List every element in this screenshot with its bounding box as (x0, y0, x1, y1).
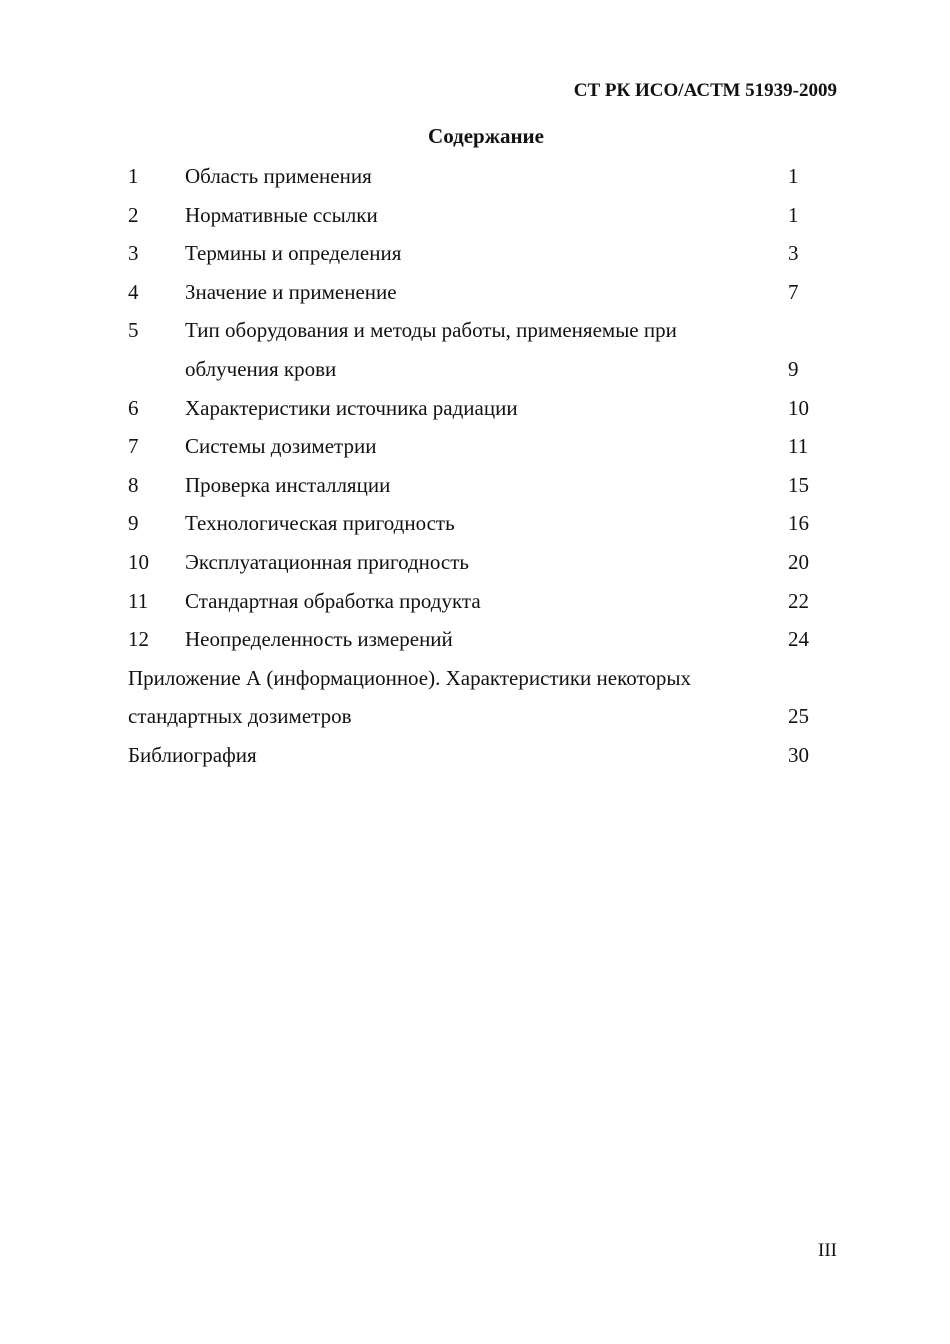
toc-entry-page: 7 (788, 279, 799, 304)
toc-entry (128, 311, 840, 350)
toc-entry (128, 466, 840, 505)
toc-entry-number: 3 (128, 241, 139, 266)
toc-entry-number: 11 (128, 588, 149, 613)
toc-entry (128, 196, 840, 235)
toc-entry-number: 5 (128, 318, 139, 343)
toc-entry-number: 10 (128, 549, 149, 574)
toc-entry-title: Тип оборудования и методы работы, применяемые при (185, 318, 677, 343)
toc-entry (128, 389, 840, 428)
toc-entry-bibliography (128, 736, 840, 775)
toc-entry-title: Неопределенность измерений (185, 627, 453, 652)
toc-entry-title-continued: облучения крови (185, 356, 337, 381)
toc-entry-number: 4 (128, 279, 139, 304)
toc-entry (128, 427, 840, 466)
document-code: СТ РК ИСО/АСТМ 51939-2009 (573, 80, 837, 101)
toc-entry-number: 6 (128, 395, 139, 420)
toc-entry-title: Библиография (128, 742, 257, 767)
toc-entry-page: 22 (788, 588, 809, 613)
toc-entry-number: 12 (128, 627, 149, 652)
toc-entry-page: 1 (788, 202, 799, 227)
page-number: III (818, 1240, 837, 1261)
toc-entry (128, 273, 840, 312)
toc-entry-page: 10 (788, 395, 809, 420)
toc-entry-title: Проверка инсталляции (185, 472, 391, 497)
toc-entry (128, 504, 840, 543)
toc-entry-title: Термины и определения (185, 241, 402, 266)
toc-entry-title: Характеристики источника радиации (185, 395, 518, 420)
toc-entry-number: 8 (128, 472, 139, 497)
toc-entry-title: Стандартная обработка продукта (185, 588, 481, 613)
toc-entry-number: 7 (128, 434, 139, 459)
toc-entry-title: Область применения (185, 164, 372, 188)
toc-entry-continuation (128, 697, 840, 736)
toc-entry (128, 234, 840, 273)
toc-entry-page: 9 (788, 356, 799, 381)
toc-entry-page: 11 (788, 434, 809, 459)
toc-entry-title: Нормативные ссылки (185, 202, 378, 227)
toc-entry-page: 24 (788, 627, 809, 652)
toc-entry-title: Технологическая пригодность (185, 511, 455, 536)
toc-entry-title: Системы дозиметрии (185, 434, 377, 459)
toc-entry (128, 582, 840, 621)
toc-entry-page: 20 (788, 549, 809, 574)
toc-entry-page: 25 (788, 704, 809, 729)
toc-entry-page: 16 (788, 511, 809, 536)
toc-entry-title: Эксплуатационная пригодность (185, 549, 470, 574)
toc-title: Содержание (428, 124, 544, 148)
toc-entry-title: Значение и применение (185, 279, 397, 304)
toc-entry-page: 15 (788, 472, 809, 497)
toc-entry-appendix (128, 659, 840, 698)
toc-entry-number: 2 (128, 202, 139, 227)
toc-entry (128, 157, 840, 196)
table-of-contents (128, 157, 840, 775)
toc-entry-number: 9 (128, 511, 139, 536)
toc-entry-page: 3 (788, 241, 799, 266)
toc-entry-page: 1 (788, 164, 799, 188)
toc-entry-title-continued: стандартных дозиметров (128, 704, 352, 729)
toc-entry (128, 620, 840, 659)
toc-entry-continuation (128, 350, 840, 389)
toc-entry (128, 543, 840, 582)
toc-entry-page: 30 (788, 742, 809, 767)
toc-entry-number: 1 (128, 164, 139, 188)
toc-entry-title: Приложение А (информационное). Характеристики некоторых (128, 665, 691, 690)
